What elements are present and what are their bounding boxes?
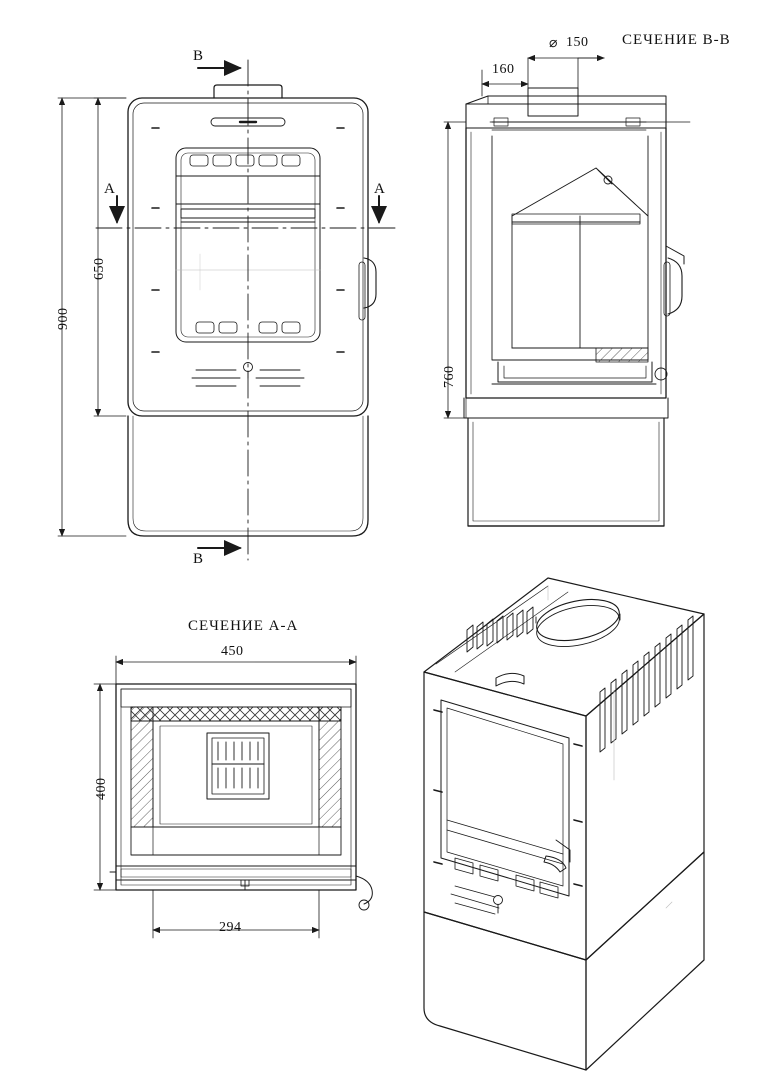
isometric-geometry xyxy=(424,578,704,1070)
dimension-flue-150 xyxy=(528,58,604,90)
dimension-450-label: 450 xyxy=(221,644,244,659)
section-a-a-title: СЕЧЕНИЕ А-А xyxy=(188,618,299,634)
dimension-450 xyxy=(116,656,356,684)
dimension-294-label: 294 xyxy=(219,920,242,935)
dimension-400-label: 400 xyxy=(94,777,109,800)
front-view-geometry xyxy=(128,85,376,536)
section-mark-b-arrows xyxy=(198,68,240,548)
horizontal-section-geometry xyxy=(110,684,372,910)
dimension-offset-160-label: 160 xyxy=(492,62,515,77)
dimension-650-label: 650 xyxy=(92,257,107,280)
dimension-flue-150-label: 150 xyxy=(566,35,589,50)
dimension-900-label: 900 xyxy=(56,307,71,330)
side-section-geometry xyxy=(464,88,684,526)
section-mark-a-right-label: A xyxy=(374,181,385,197)
section-mark-a-left-label: A xyxy=(104,181,115,197)
section-mark-b-bottom-label: В xyxy=(193,551,204,567)
section-b-b-title: СЕЧЕНИЕ В-В xyxy=(622,32,731,48)
dimension-760-label: 760 xyxy=(442,365,457,388)
flue-diameter-symbol: ⌀ xyxy=(549,36,558,51)
section-mark-b-top-label: В xyxy=(193,48,204,64)
